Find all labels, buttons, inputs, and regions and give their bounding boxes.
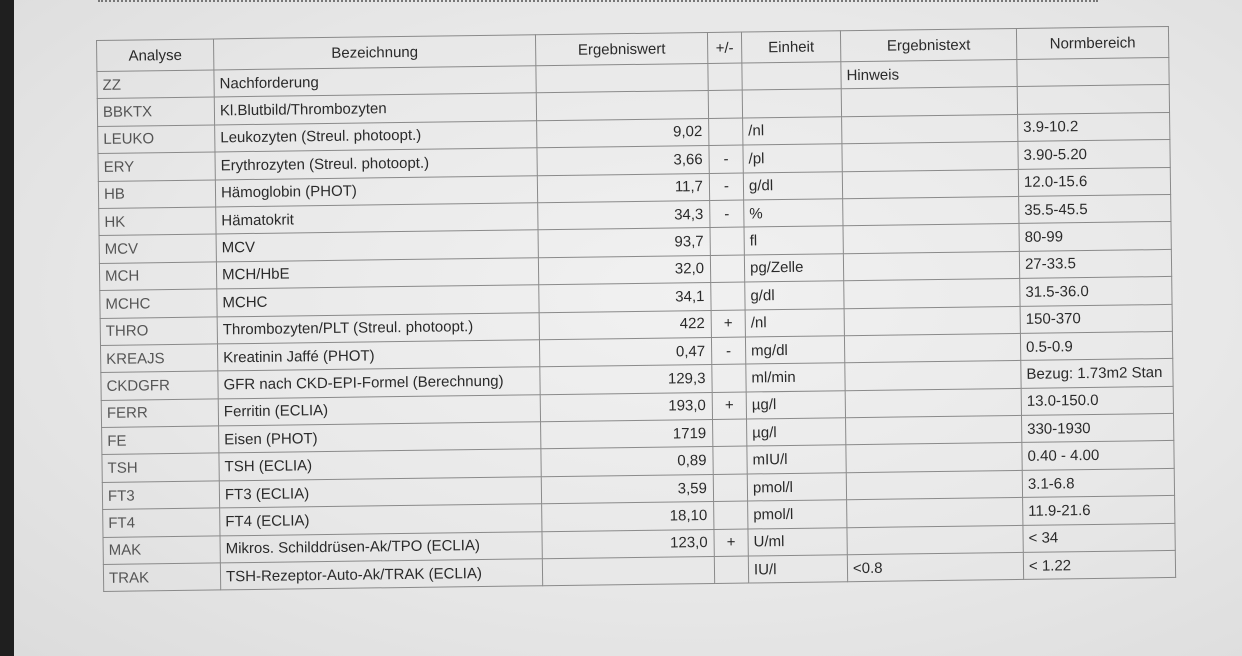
- cell-flag: [714, 501, 748, 529]
- cell-unit: fl: [744, 226, 843, 255]
- cell-unit: g/dl: [743, 171, 842, 200]
- cell-flag: [713, 446, 747, 474]
- lab-results-table: [96, 26, 1176, 592]
- cell-flag: [713, 419, 747, 447]
- cell-code: MCH: [99, 262, 216, 291]
- cell-value: 32,0: [538, 255, 710, 285]
- cell-value: 9,02: [537, 118, 709, 148]
- cell-unit: IU/l: [748, 555, 847, 584]
- cell-unit: pmol/l: [747, 473, 846, 502]
- cell-value: 3,66: [537, 146, 709, 176]
- cell-unit: pmol/l: [748, 500, 847, 529]
- cell-value: 34,1: [539, 283, 711, 313]
- cell-value: [536, 63, 708, 93]
- cell-value: 18,10: [542, 502, 714, 532]
- cell-name: Ferritin (ECLIA): [218, 394, 540, 426]
- cell-range: [1017, 85, 1169, 114]
- cell-name: Thrombozyten/PLT (Streul. photoopt.): [217, 312, 539, 344]
- cell-value: [542, 556, 714, 586]
- cell-unit: mg/dl: [745, 336, 844, 365]
- cell-range: 0.5-0.9: [1020, 331, 1172, 360]
- cell-text: [843, 196, 1019, 226]
- cell-range: 150-370: [1020, 304, 1172, 333]
- cell-flag: [712, 364, 746, 392]
- cell-text: [844, 279, 1020, 309]
- cell-flag: [710, 227, 744, 255]
- cell-text: [841, 87, 1017, 117]
- cell-flag: -: [709, 173, 743, 201]
- cell-name: Hämoglobin (PHOT): [215, 175, 537, 207]
- cell-name: FT4 (ECLIA): [220, 504, 542, 536]
- cell-text: [845, 388, 1021, 418]
- cell-code: CKDGFR: [101, 371, 218, 400]
- cut-off-text-line: [98, 0, 1098, 6]
- cell-flag: [708, 90, 742, 118]
- cell-value: 193,0: [540, 392, 712, 422]
- cell-code: FE: [102, 426, 219, 455]
- header-bezeichnung: Bezeichnung: [213, 35, 535, 70]
- cell-code: FT3: [102, 481, 219, 510]
- cell-flag: [710, 255, 744, 283]
- cell-code: ERY: [98, 152, 215, 181]
- cell-code: FERR: [101, 399, 218, 428]
- cell-text: [847, 525, 1023, 555]
- cell-flag: +: [712, 392, 746, 420]
- header-ergebnistext: Ergebnistext: [840, 28, 1016, 61]
- cell-range: 12.0-15.6: [1018, 167, 1170, 196]
- cell-unit: g/dl: [745, 281, 844, 310]
- cell-text: [843, 224, 1019, 254]
- cell-code: MCHC: [100, 289, 217, 318]
- cell-flag: -: [710, 200, 744, 228]
- cell-name: Kreatinin Jaffé (PHOT): [217, 340, 539, 372]
- cell-code: ZZ: [97, 70, 214, 99]
- header-ergebniswert: Ergebniswert: [535, 32, 707, 65]
- cell-text: [844, 333, 1020, 363]
- cell-unit: /nl: [745, 308, 844, 337]
- cell-code: LEUKO: [98, 125, 215, 154]
- cell-name: TSH (ECLIA): [219, 449, 541, 481]
- cell-range: < 1.22: [1023, 550, 1175, 579]
- cell-flag: [714, 556, 748, 584]
- cell-value: 34,3: [538, 200, 710, 230]
- header-einheit: Einheit: [741, 31, 840, 63]
- cell-range: 31.5-36.0: [1020, 277, 1172, 306]
- cell-value: 11,7: [537, 173, 709, 203]
- cell-value: 1719: [541, 420, 713, 450]
- cell-code: HB: [98, 180, 215, 209]
- cell-name: Leukozyten (Streul. photoopt.): [215, 121, 537, 153]
- cell-unit: µg/l: [746, 390, 845, 419]
- cell-value: 93,7: [538, 228, 710, 258]
- cell-name: FT3 (ECLIA): [219, 477, 541, 509]
- cell-code: TRAK: [103, 563, 220, 592]
- cell-code: THRO: [100, 316, 217, 345]
- cell-flag: [709, 118, 743, 146]
- cell-unit: ml/min: [746, 363, 845, 392]
- cell-range: 27-33.5: [1019, 249, 1171, 278]
- cell-name: MCV: [216, 230, 538, 262]
- cell-range: 330-1930: [1021, 414, 1173, 443]
- cell-code: HK: [99, 207, 216, 236]
- cell-value: 129,3: [540, 365, 712, 395]
- cell-text: [846, 470, 1022, 500]
- cell-code: MCV: [99, 234, 216, 263]
- cell-range: 3.9-10.2: [1018, 112, 1170, 141]
- cell-text: [847, 498, 1023, 528]
- cell-text: [846, 415, 1022, 445]
- cell-value: 422: [539, 310, 711, 340]
- cell-flag: -: [709, 145, 743, 173]
- cell-range: 3.90-5.20: [1018, 140, 1170, 169]
- cell-unit: /nl: [743, 117, 842, 146]
- cell-value: 123,0: [542, 529, 714, 559]
- cell-name: Eisen (PHOT): [219, 422, 541, 454]
- cell-flag: +: [711, 310, 745, 338]
- cell-unit: [742, 62, 841, 91]
- cell-range: < 34: [1023, 523, 1175, 552]
- header-normbereich: Normbereich: [1016, 26, 1168, 59]
- cell-unit: U/ml: [748, 527, 847, 556]
- cell-range: 35.5-45.5: [1019, 194, 1171, 223]
- header-analyse: Analyse: [97, 39, 214, 72]
- cell-range: 13.0-150.0: [1021, 386, 1173, 415]
- cell-value: [536, 91, 708, 121]
- cell-name: Hämatokrit: [216, 203, 538, 235]
- cell-range: Bezug: 1.73m2 Stan: [1021, 359, 1173, 388]
- cell-text: [842, 142, 1018, 172]
- cell-text: [845, 361, 1021, 391]
- cell-name: Mikros. Schilddrüsen-Ak/TPO (ECLIA): [220, 531, 542, 563]
- lab-results-sheet: [96, 26, 1175, 592]
- table-body: [97, 57, 1176, 591]
- cell-name: Erythrozyten (Streul. photoopt.): [215, 148, 537, 180]
- cell-value: 3,59: [541, 474, 713, 504]
- cell-code: BBKTX: [97, 97, 214, 126]
- cell-value: 0,89: [541, 447, 713, 477]
- cell-unit: %: [744, 199, 843, 228]
- cell-flag: [708, 63, 742, 91]
- cell-text: <0.8: [847, 552, 1023, 582]
- cell-flag: [711, 282, 745, 310]
- cell-range: 80-99: [1019, 222, 1171, 251]
- cell-range: 11.9-21.6: [1023, 496, 1175, 525]
- cell-code: KREAJS: [100, 344, 217, 373]
- cell-code: TSH: [102, 453, 219, 482]
- cell-name: GFR nach CKD-EPI-Formel (Berechnung): [218, 367, 540, 399]
- cell-unit: µg/l: [747, 418, 846, 447]
- cell-range: [1017, 57, 1169, 86]
- cell-text: [842, 169, 1018, 199]
- cell-flag: [713, 474, 747, 502]
- cell-range: 0.40 - 4.00: [1022, 441, 1174, 470]
- cell-unit: [742, 89, 841, 118]
- cell-unit: mIU/l: [747, 445, 846, 474]
- cell-text: Hinweis: [841, 59, 1017, 89]
- cell-text: [844, 306, 1020, 336]
- cell-flag: -: [711, 337, 745, 365]
- cell-text: [842, 114, 1018, 144]
- cell-name: Nachforderung: [214, 66, 536, 98]
- cell-code: MAK: [103, 536, 220, 565]
- cell-flag: +: [714, 529, 748, 557]
- cell-text: [846, 443, 1022, 473]
- header-plusminus: +/-: [707, 32, 741, 63]
- cell-range: 3.1-6.8: [1022, 468, 1174, 497]
- cell-name: MCH/HbE: [216, 257, 538, 289]
- cell-unit: /pl: [743, 144, 842, 173]
- document-page: [14, 0, 1242, 656]
- cell-value: 0,47: [539, 337, 711, 367]
- cell-name: MCHC: [217, 285, 539, 317]
- cell-unit: pg/Zelle: [744, 253, 843, 282]
- cell-text: [843, 251, 1019, 281]
- cell-name: TSH-Rezeptor-Auto-Ak/TRAK (ECLIA): [220, 559, 542, 591]
- cell-code: FT4: [103, 508, 220, 537]
- cell-name: Kl.Blutbild/Thrombozyten: [214, 93, 536, 125]
